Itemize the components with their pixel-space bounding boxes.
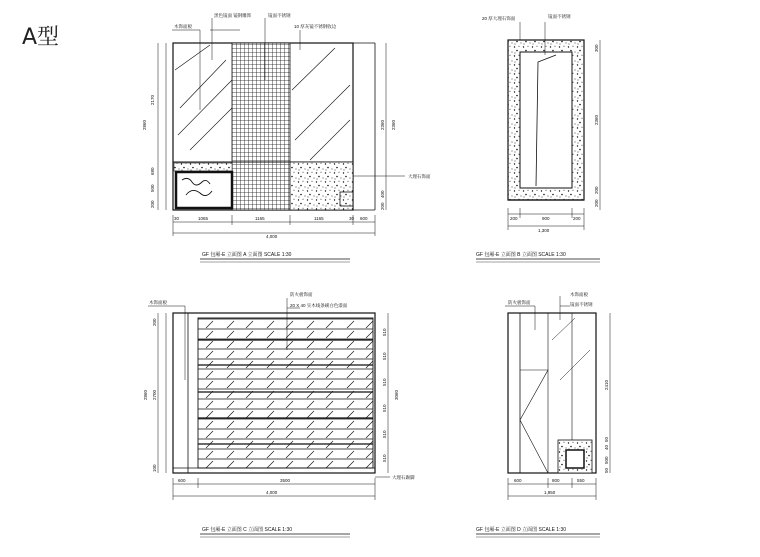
dim-label: 510 xyxy=(382,404,387,412)
mirror-hatch-right xyxy=(292,48,350,160)
dim-total: 2360 xyxy=(391,119,396,130)
dim-label: 2360 xyxy=(380,119,385,130)
dim-label: 500 xyxy=(150,184,155,192)
elevation-b-caption: GF 包厢-E 立面图 B 立面图 SCALE 1:30 xyxy=(476,252,566,258)
dim-label: 2360 xyxy=(594,114,599,125)
dim-label: 40 xyxy=(604,444,609,450)
elevation-a xyxy=(142,12,431,262)
note: 木饰面板 xyxy=(149,300,167,305)
dim-label: 510 xyxy=(382,378,387,386)
dim-label: 50 xyxy=(604,467,609,473)
mirror-hatch-left xyxy=(175,45,232,150)
cabinet-niche xyxy=(176,172,232,208)
note: 镜面不锈钢 xyxy=(570,302,593,307)
dim-label: 200 xyxy=(510,216,518,221)
dim-label: 30 xyxy=(174,216,180,221)
dim-label: 200 xyxy=(150,200,155,208)
dim-label: 2700 xyxy=(152,389,157,400)
note: 防火板饰面 xyxy=(290,292,313,297)
note: 大理石踢脚 xyxy=(392,475,415,480)
dim-label: 300 xyxy=(594,44,599,52)
elevation-a-caption: GF 包厢-E 立面图 A 立面图 SCALE 1:30 xyxy=(202,252,292,258)
note: 大理石饰面 xyxy=(408,174,431,179)
elevation-b xyxy=(476,13,600,262)
note: 木饰面板 xyxy=(570,292,588,297)
dim-label: 600 xyxy=(514,478,522,483)
dim-label: 1165 xyxy=(314,216,324,221)
dim-label: 600 xyxy=(178,478,186,483)
dim-label: 30 xyxy=(349,216,355,221)
dim-total: 4,000 xyxy=(266,490,278,495)
dim-label: 200 xyxy=(594,199,599,207)
dim-label: 800 xyxy=(552,478,560,483)
dim-label: 200 xyxy=(573,216,581,221)
note: 黑色镜面 镜钢雕饰 xyxy=(214,13,252,18)
dim-total: 1,300 xyxy=(538,228,550,233)
dim-total: 4,000 xyxy=(266,234,278,239)
sheet-title: A型 xyxy=(22,25,60,50)
note: 镜面不锈钢 xyxy=(548,14,571,19)
mirror-panel xyxy=(520,52,572,188)
note: 防火板饰面 xyxy=(508,300,531,305)
dim-label: 200 xyxy=(380,202,385,210)
dim-label: 900 xyxy=(542,216,550,221)
dim-label: 510 xyxy=(382,352,387,360)
marble-panel xyxy=(290,162,353,210)
dim-label: 2170 xyxy=(150,94,155,105)
steel-mesh-panel xyxy=(232,43,290,210)
note: 10 厚灰镜不锈钢收边 xyxy=(294,24,337,29)
elevation-c-caption: GF 包厢-E 立面图 C 立面图 SCALE 1:30 xyxy=(202,527,293,533)
dim-label: 2410 xyxy=(604,379,609,390)
dim-label: 550 xyxy=(577,478,585,483)
dim-label: 100 xyxy=(152,464,157,472)
dim-label: 600 xyxy=(360,216,368,221)
note: 镜面不锈钢 xyxy=(268,13,291,18)
elevation-d-caption: GF 包厢-E 立面图 D 立面图 SCALE 1:30 xyxy=(476,527,567,533)
dim-label: 3500 xyxy=(280,478,291,483)
dim-label: 510 xyxy=(382,454,387,462)
dim-total: 2860 xyxy=(142,119,147,130)
dim-total: 1,950 xyxy=(544,490,556,495)
dim-label: 200 xyxy=(152,318,157,326)
dim-label: 1065 xyxy=(198,216,209,221)
dim-total: 3060 xyxy=(394,389,399,400)
dim-label: 400 xyxy=(380,190,385,198)
elevation-a-notes xyxy=(174,12,431,180)
dim-label: 680 xyxy=(150,167,155,175)
dim-label: 200 xyxy=(594,186,599,194)
dim-label: 500 xyxy=(604,456,609,464)
dim-label: 1165 xyxy=(255,216,265,221)
note: 木饰面板 xyxy=(174,24,192,29)
dim-label: 510 xyxy=(382,328,387,336)
dim-total: 2860 xyxy=(143,389,148,400)
elevation-c xyxy=(143,291,415,537)
note: 20 X 40 实木线条刷白色漆面 xyxy=(290,303,348,308)
note: 20 厚大理石饰面 xyxy=(482,16,516,21)
dim-label: 510 xyxy=(382,430,387,438)
elevation-d xyxy=(476,291,610,537)
dim-label: 50 xyxy=(604,436,609,442)
